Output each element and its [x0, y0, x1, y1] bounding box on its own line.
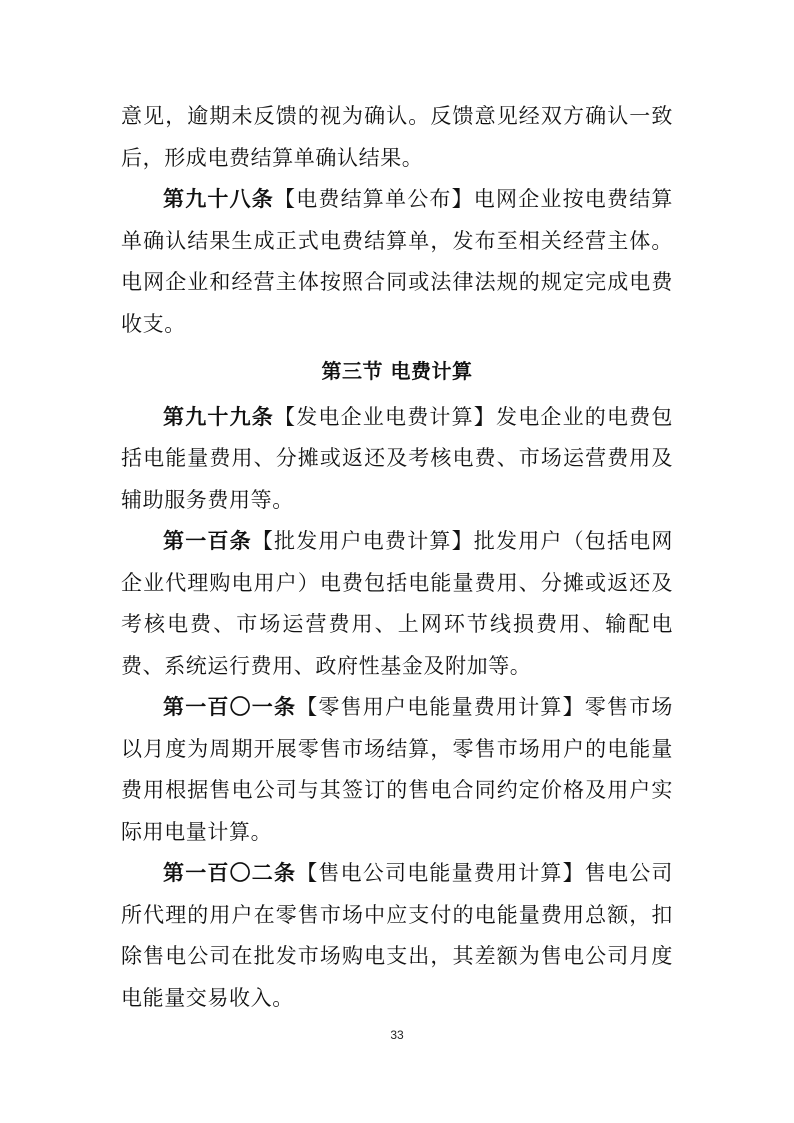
section-heading: 第三节 电费计算 [321, 359, 473, 383]
article-number: 第九十九条 [163, 404, 274, 429]
article-text: 【零售用户电能量费用计算】零售市场以月度为周期开展零售市场结算，零售市场用户的电能量费用根据售电公司与其签订的售电合同约定价格及用户实际用电量计算。 [121, 695, 673, 844]
article-101 [121, 687, 673, 853]
article-99 [121, 397, 673, 522]
article-text: 【批发用户电费计算】批发用户（包括电网企业代理购电用户）电费包括电能量费用、分摊或返还及考核电费、市场运营费用、上网环节线损费用、输配电费、系统运行费用、政府性基金及附加等。 [121, 529, 674, 678]
article-100 [121, 521, 673, 687]
article-number: 第一百〇一条 [163, 695, 297, 719]
page-number: 33 [390, 1028, 404, 1042]
article-102 [121, 853, 673, 1019]
article-text: 【电费结算单公布】电网企业按电费结算单确认结果生成正式电费结算单，发布至相关经营主体。电网企业和经营主体按照合同或法律法规的规定完成电费收支。 [121, 187, 673, 336]
article-number: 第九十八条 [163, 187, 274, 211]
article-number: 第一百条 [163, 529, 252, 553]
article-text: 【发电企业电费计算】发电企业的电费包括电能量费用、分摊或返还及考核电费、市场运营费用及辅助服务费用等。 [121, 404, 673, 512]
document-body [121, 96, 673, 1019]
paragraph-continuation: 意见，逾期未反馈的视为确认。反馈意见经双方确认一致后，形成电费结算单确认结果。 [121, 104, 673, 170]
article-98 [121, 179, 673, 345]
article-text: 【售电公司电能量费用计算】售电公司所代理的用户在零售市场中应支付的电能量费用总额，扣除售电公司在批发市场购电支出，其差额为售电公司月度电能量交易收入。 [121, 861, 673, 1010]
article-number: 第一百〇二条 [163, 861, 297, 885]
